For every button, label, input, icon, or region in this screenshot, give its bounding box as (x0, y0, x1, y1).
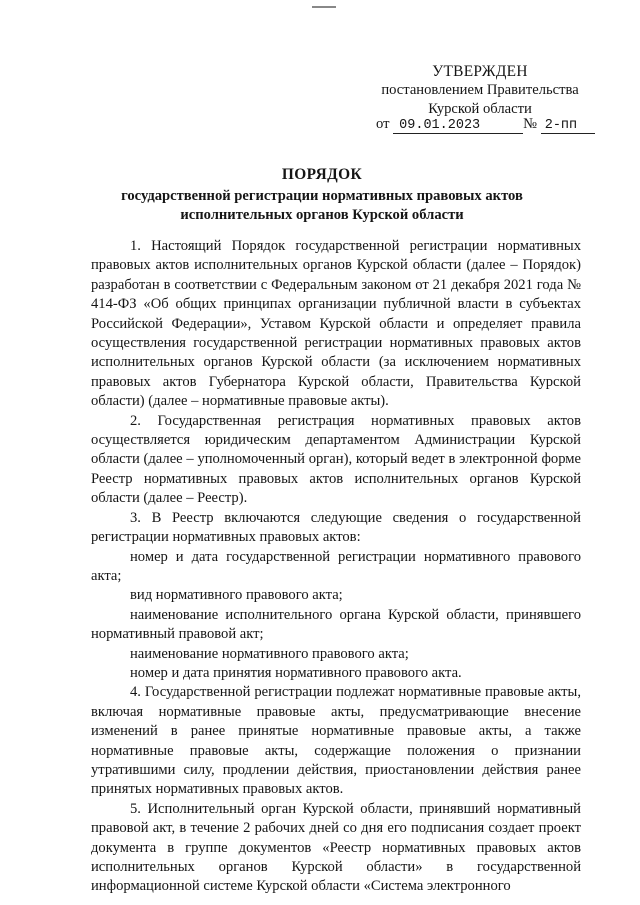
paragraph-4: 4. Государственной регистрации подлежат нормативные правовые акты, включая нормативные правовые акты, предусматривающие внесение изменений в ранее принятые нормативные правовые акты, а также нормативные правовые акты, содержащие положения о признании утратившими силу, продлении действия, приостановлении действия ранее принятых нормативных правовых актов. (91, 684, 581, 798)
list-item: вид нормативного правового акта; (130, 587, 343, 604)
paragraph-3: 3. В Реестр включаются следующие сведения о государственной регистрации нормативных правовых актов: (91, 509, 581, 546)
approval-date-line (376, 115, 616, 134)
scan-artifact (312, 6, 336, 8)
approval-stamp (360, 62, 600, 133)
document-body (91, 237, 581, 897)
list-item: номер и дата государственной регистрации нормативного правового акта; (91, 548, 581, 584)
paragraph-2: 2. Государственная регистрация нормативных правовых актов осуществляется юридическим департаментом Администрации Курской области (далее – уполномоченный орган), который ведет в электронной форме Реестр нормативных правовых актов исполнительных органов Курской области (далее – Реестр). (91, 412, 581, 507)
title-line-3: исполнительных органов Курской области (180, 207, 464, 223)
approval-line-1: постановлением Правительства (381, 82, 579, 98)
approval-line-2: Курской области (428, 101, 532, 117)
paragraph-1: 1. Настоящий Порядок государственной регистрации нормативных правовых актов исполнительных органов Курской области (далее – Порядок) разработан в соответствии с Федеральным законом от 21 декабря 2021 года № 414-ФЗ «Об общих принципах организации публичной власти в субъектах Российской Федерации», Уставом Курской области и определяет правила осуществления государственной регистрации нормативных правовых актов исполнительных органов Курской области (за исключением нормативных правовых актов Губернатора Курской области, Правительства Курской области) (далее – нормативные правовые акты). (91, 238, 581, 410)
paragraph-5: 5. Исполнительный орган Курской области, принявший нормативный правовой акт, в течение 2 рабочих дней со дня его подписания создает проект документа в группе документов «Реестр нормативных правовых актов исполнительных органов Курской области» в государственной информационной системе Курской области «Система электронного (91, 800, 581, 895)
approval-heading: УТВЕРЖДЕН (432, 63, 528, 80)
list-item: номер и дата принятия нормативного правового акта. (130, 664, 462, 681)
date-prefix: от (376, 116, 390, 132)
list-item: наименование нормативного правового акта; (130, 645, 409, 662)
title-line-1: ПОРЯДОК (281, 166, 363, 183)
title-line-2: государственной регистрации нормативных правовых актов (121, 188, 523, 204)
approval-number: 2-пп (541, 118, 595, 134)
list-item: наименование исполнительного органа Курской области, принявшего нормативный правовой акт; (91, 606, 581, 643)
approval-date: 09.01.2023 (393, 118, 523, 134)
number-prefix: № (523, 116, 538, 132)
document-title (85, 165, 559, 225)
